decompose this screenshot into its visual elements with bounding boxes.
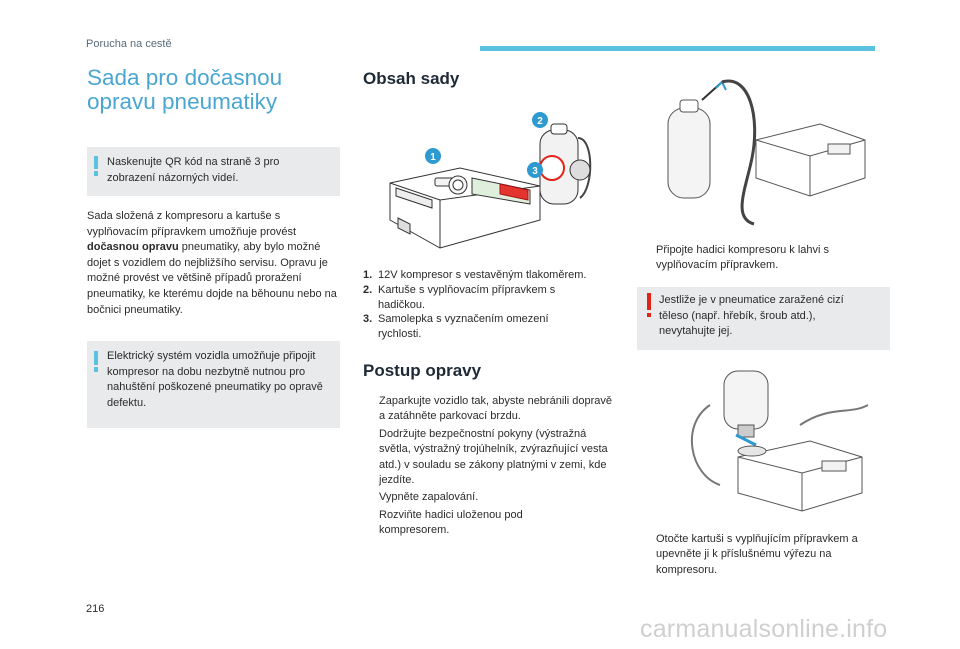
list-item	[363, 312, 618, 342]
callout-2: 2	[537, 116, 543, 127]
item-number: 3.	[363, 313, 373, 326]
step-item	[363, 427, 621, 489]
step-item	[640, 243, 880, 274]
step-text: Otočte kartuši s vyplňujícím přípravkem a upevněte ji k příslušnému výřezu na kompresoru.	[656, 533, 858, 576]
callout-1: 1	[430, 152, 436, 163]
warning-box	[637, 287, 890, 350]
item-number: 2.	[363, 283, 373, 296]
step-text: Zaparkujte vozidlo tak, abyste nebránili dopravě a zatáhněte parkovací brzdu.	[379, 395, 612, 423]
step-item	[363, 490, 621, 505]
intro-paragraph	[87, 209, 342, 318]
checkbox-icon	[640, 532, 656, 578]
step-item	[363, 508, 621, 539]
step-text: Vypněte zapalování.	[379, 491, 479, 504]
checkbox-icon	[363, 427, 379, 489]
page-title-line: opravu pneumatiky	[87, 89, 278, 114]
page-title	[87, 66, 347, 114]
header-accent-bar	[480, 46, 875, 51]
step-item	[363, 394, 621, 425]
connect-hose-illustration	[660, 78, 870, 228]
intro-bold: dočasnou opravu	[87, 241, 179, 254]
callout-3: 3	[532, 166, 538, 177]
warning-icon	[647, 293, 651, 310]
info-box-electric	[87, 341, 340, 428]
step-text: Dodržujte bezpečnostní pokyny (výstražná světla, výstražný trojúhelník, zvýrazňující vesta atd.) v souladu se zákony platnými v zemi, kde jezdíte.	[379, 427, 608, 487]
procedure-heading: Postup opravy	[363, 361, 482, 380]
step-text: Rozviňte hadici uloženou pod kompresorem.	[379, 508, 523, 537]
info-electric-text: Elektrický systém vozidla umožňuje připojit kompresor na dobu nezbytně nutnou pro nahuštění poškozené pneumatiky po opravě defektu.	[107, 350, 323, 409]
info-icon	[94, 156, 98, 169]
checkbox-icon	[363, 490, 379, 505]
checkbox-icon	[363, 508, 379, 539]
rotate-cartridge-illustration	[690, 365, 870, 525]
info-box-qr	[87, 147, 340, 196]
intro-text: Sada složená z kompresoru a kartuše s vyplňovacím přípravkem umožňuje provést	[87, 210, 297, 238]
info-icon	[94, 351, 98, 365]
kit-illustration	[380, 108, 610, 258]
connect-step	[640, 243, 880, 276]
kit-heading: Obsah sady	[363, 69, 460, 88]
step-text: Připojte hadici kompresoru k lahvi s vyplňovacím přípravkem.	[656, 244, 830, 272]
intro-text-rest: pneumatiky, aby bylo možné dojet s vozidlem do nejbližšího servisu. Opravu je možné provést ve většině případů proražení pneumatiky, ke kterému dojde na běhounu nebo na bočnici pneumatiky.	[87, 241, 337, 316]
kit-items-list	[363, 268, 618, 342]
info-icon-dot	[94, 367, 98, 372]
info-qr-text: Naskenujte QR kód na straně 3 pro zobrazení názorných videí.	[107, 156, 280, 184]
item-number: 1.	[363, 269, 373, 281]
item-text: Samolepka s vyznačením omezení rychlosti.	[378, 313, 549, 341]
item-text: Kartuše s vyplňovacím přípravkem s hadičkou.	[378, 283, 556, 311]
step-item	[640, 532, 880, 578]
checkbox-icon	[363, 394, 379, 425]
warning-icon-dot	[647, 313, 651, 317]
info-icon-dot	[94, 171, 98, 176]
list-item	[363, 268, 618, 283]
item-text: 12V kompresor s vestavěným tlakoměrem.	[378, 269, 587, 281]
page-number: 216	[86, 603, 105, 615]
checkbox-icon	[640, 243, 656, 274]
list-item	[363, 283, 618, 313]
procedure-steps	[363, 394, 621, 541]
rotate-step	[640, 532, 880, 580]
section-header: Porucha na cestě	[86, 38, 172, 50]
watermark: carmanualsonline.info	[640, 615, 888, 643]
warning-text: Jestliže je v pneumatice zaražené cizí těleso (např. hřebík, šroub atd.), nevytahujte jej.	[659, 294, 844, 338]
page-title-line: Sada pro dočasnou	[87, 65, 283, 90]
